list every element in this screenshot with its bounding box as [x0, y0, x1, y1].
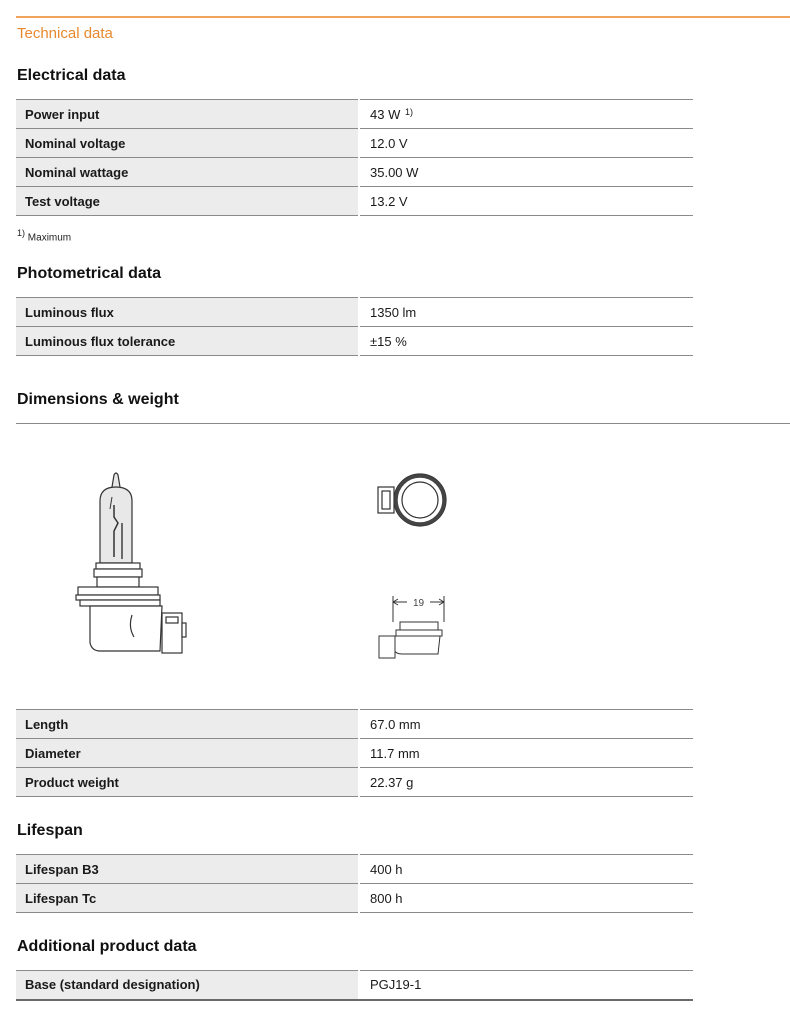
row-label: Lifespan B3	[16, 855, 359, 884]
row-value: 67.0 mm	[359, 710, 693, 739]
table-row	[16, 739, 693, 768]
row-label: Luminous flux	[16, 298, 359, 327]
row-value: PGJ19-1	[359, 971, 693, 1000]
row-label: Length	[16, 710, 359, 739]
bulb-side-view-drawing	[70, 465, 195, 660]
table-row	[16, 855, 693, 884]
dimension-label: 19	[412, 598, 425, 609]
row-value: 1350 lm	[359, 298, 693, 327]
row-value	[359, 100, 693, 129]
dimensions-table	[16, 709, 693, 797]
row-value: 35.00 W	[359, 158, 693, 187]
row-value: 400 h	[359, 855, 693, 884]
footnote-text: Maximum	[27, 232, 72, 244]
row-label: Nominal wattage	[16, 158, 359, 187]
row-value: 800 h	[359, 884, 693, 913]
section-label: Technical data	[17, 25, 113, 42]
dimensions-divider	[16, 423, 790, 424]
table-row	[16, 884, 693, 913]
row-label: Diameter	[16, 739, 359, 768]
row-label: Nominal voltage	[16, 129, 359, 158]
table-row	[16, 298, 693, 327]
table-row	[16, 971, 693, 1000]
photometrical-data-table	[16, 297, 693, 356]
top-divider	[16, 16, 790, 18]
row-value: 11.7 mm	[359, 739, 693, 768]
table-row	[16, 100, 693, 129]
row-label: Base (standard designation)	[16, 971, 359, 1000]
row-value: 12.0 V	[359, 129, 693, 158]
row-value: 22.37 g	[359, 768, 693, 797]
row-label: Luminous flux tolerance	[16, 327, 359, 356]
heading-electrical-data: Electrical data	[17, 67, 126, 84]
heading-lifespan: Lifespan	[17, 822, 83, 839]
table-row	[16, 768, 693, 797]
bulb-dimension-drawing	[374, 592, 454, 660]
table-row	[16, 327, 693, 356]
row-value: 13.2 V	[359, 187, 693, 216]
lifespan-table	[16, 854, 693, 913]
table-row	[16, 187, 693, 216]
power-input-value: 43 W	[370, 106, 401, 122]
footnote-reference: 1)	[404, 106, 413, 117]
table-row	[16, 129, 693, 158]
footnote-mark: 1)	[17, 228, 26, 238]
heading-additional-product-data: Additional product data	[17, 938, 197, 955]
bulb-top-view-drawing	[374, 471, 450, 531]
row-label: Lifespan Tc	[16, 884, 359, 913]
heading-dimensions-weight: Dimensions & weight	[17, 391, 179, 408]
heading-photometrical-data: Photometrical data	[17, 265, 162, 282]
table-row	[16, 710, 693, 739]
row-label: Power input	[16, 100, 359, 129]
table-row	[16, 158, 693, 187]
footnote	[17, 228, 71, 243]
row-value: ±15 %	[359, 327, 693, 356]
row-label: Product weight	[16, 768, 359, 797]
electrical-data-table	[16, 99, 693, 216]
additional-product-data-table	[16, 970, 693, 1001]
row-label: Test voltage	[16, 187, 359, 216]
